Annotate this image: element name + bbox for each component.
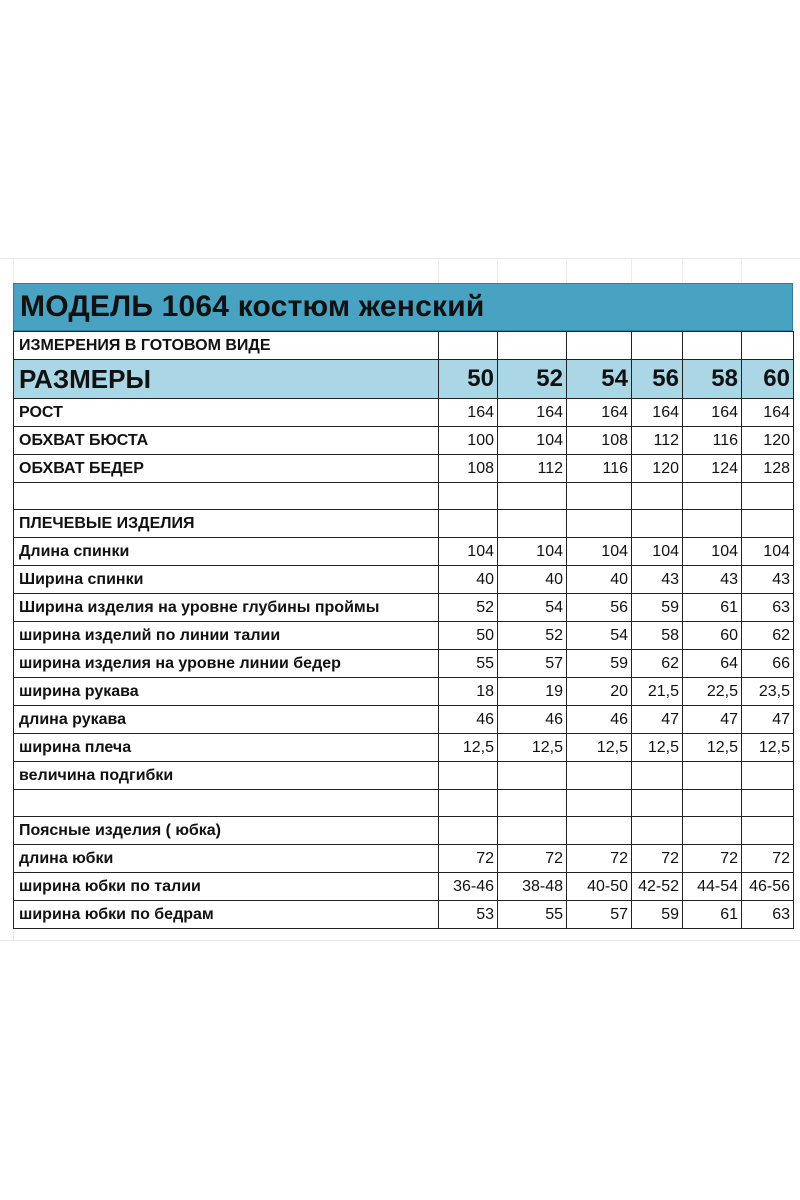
skirt-measurements: [14, 845, 794, 929]
measurement-cell: [683, 762, 742, 790]
measurement-cell: 36-46: [439, 873, 498, 901]
table-row: [14, 594, 794, 622]
measurement-cell: 112: [632, 427, 683, 455]
measurement-cell: 120: [632, 455, 683, 483]
measurement-cell: 64: [683, 650, 742, 678]
row-label: ОБХВАТ БЕДЕР: [14, 455, 439, 483]
size-header: 54: [567, 360, 632, 399]
measurement-cell: 23,5: [742, 678, 794, 706]
measurement-cell: 18: [439, 678, 498, 706]
measurement-cell: 116: [683, 427, 742, 455]
measurement-cell: 72: [683, 845, 742, 873]
row-label: Длина спинки: [14, 538, 439, 566]
measurement-cell: 72: [742, 845, 794, 873]
measurement-cell: 62: [632, 650, 683, 678]
measurement-cell: 58: [632, 622, 683, 650]
measurement-cell: 60: [683, 622, 742, 650]
measurement-cell: 128: [742, 455, 794, 483]
measurement-cell: 46: [439, 706, 498, 734]
measurement-cell: 59: [632, 594, 683, 622]
measurement-cell: 61: [683, 594, 742, 622]
measurement-cell: 62: [742, 622, 794, 650]
measurement-cell: [567, 762, 632, 790]
table-row: [14, 678, 794, 706]
measurement-cell: [439, 762, 498, 790]
row-label: ширина изделий по линии талии: [14, 622, 439, 650]
model-title: МОДЕЛЬ 1064 костюм женский: [13, 283, 793, 331]
measurement-cell: 56: [567, 594, 632, 622]
sizes-label: РАЗМЕРЫ: [14, 360, 439, 399]
measurement-cell: 104: [498, 427, 567, 455]
measurement-cell: 59: [567, 650, 632, 678]
measurement-cell: 124: [683, 455, 742, 483]
shoulder-section-title: ПЛЕЧЕВЫЕ ИЗДЕЛИЯ: [14, 510, 439, 538]
measurement-cell: 40: [567, 566, 632, 594]
size-chart-table: [13, 331, 794, 929]
measurement-cell: 104: [567, 538, 632, 566]
measurement-cell: 47: [683, 706, 742, 734]
measurement-cell: 55: [498, 901, 567, 929]
measurement-cell: 72: [567, 845, 632, 873]
measurement-cell: 40: [439, 566, 498, 594]
row-label: Ширина спинки: [14, 566, 439, 594]
body-measurements: [14, 399, 794, 483]
measurement-cell: 12,5: [567, 734, 632, 762]
waist-section-title: Поясные изделия ( юбка): [14, 817, 439, 845]
table-row: [14, 734, 794, 762]
measurements-subtitle: ИЗМЕРЕНИЯ В ГОТОВОМ ВИДЕ: [14, 332, 439, 360]
measurement-cell: 63: [742, 901, 794, 929]
measurement-cell: 54: [498, 594, 567, 622]
measurement-cell: 112: [498, 455, 567, 483]
blank-row: [14, 483, 794, 510]
blank-row: [14, 790, 794, 817]
table-row: [14, 845, 794, 873]
table-row: [14, 650, 794, 678]
measurement-cell: 54: [567, 622, 632, 650]
measurement-cell: 47: [632, 706, 683, 734]
table-row: [14, 706, 794, 734]
measurement-cell: 46: [498, 706, 567, 734]
measurement-cell: 12,5: [683, 734, 742, 762]
measurement-cell: 47: [742, 706, 794, 734]
row-label: ОБХВАТ БЮСТА: [14, 427, 439, 455]
size-header: 50: [439, 360, 498, 399]
sizes-header-row: [14, 360, 794, 399]
measurement-cell: 100: [439, 427, 498, 455]
measurement-cell: 104: [439, 538, 498, 566]
measurement-cell: 120: [742, 427, 794, 455]
row-label: ширина плеча: [14, 734, 439, 762]
row-label: ширина рукава: [14, 678, 439, 706]
section-header-row: [14, 510, 794, 538]
measurement-cell: 46: [567, 706, 632, 734]
measurement-cell: 53: [439, 901, 498, 929]
measurement-cell: 104: [498, 538, 567, 566]
measurement-cell: 164: [683, 399, 742, 427]
table-row: [14, 455, 794, 483]
subtitle-row: [14, 332, 794, 360]
measurement-cell: 66: [742, 650, 794, 678]
measurement-cell: 72: [439, 845, 498, 873]
size-header: 58: [683, 360, 742, 399]
measurement-cell: 57: [567, 901, 632, 929]
measurement-cell: 46-56: [742, 873, 794, 901]
size-header: 60: [742, 360, 794, 399]
table-row: [14, 399, 794, 427]
measurement-cell: 52: [439, 594, 498, 622]
measurement-cell: 116: [567, 455, 632, 483]
row-label: длина юбки: [14, 845, 439, 873]
measurement-cell: 104: [683, 538, 742, 566]
row-label: величина подгибки: [14, 762, 439, 790]
table-row: [14, 427, 794, 455]
measurement-cell: 164: [439, 399, 498, 427]
measurement-cell: 50: [439, 622, 498, 650]
measurement-cell: 38-48: [498, 873, 567, 901]
measurement-cell: 72: [632, 845, 683, 873]
measurement-cell: 52: [498, 622, 567, 650]
table-row: [14, 762, 794, 790]
measurement-cell: 44-54: [683, 873, 742, 901]
row-label: длина рукава: [14, 706, 439, 734]
measurement-cell: 19: [498, 678, 567, 706]
measurement-cell: 59: [632, 901, 683, 929]
measurement-cell: [498, 762, 567, 790]
measurement-cell: 40-50: [567, 873, 632, 901]
shoulder-garment-measurements: [14, 538, 794, 790]
measurement-cell: 22,5: [683, 678, 742, 706]
measurement-cell: 164: [567, 399, 632, 427]
row-label: РОСТ: [14, 399, 439, 427]
measurement-cell: 108: [567, 427, 632, 455]
measurement-cell: 55: [439, 650, 498, 678]
section-header-row: [14, 817, 794, 845]
measurement-cell: 43: [742, 566, 794, 594]
measurement-cell: 57: [498, 650, 567, 678]
measurement-cell: 108: [439, 455, 498, 483]
table-row: [14, 622, 794, 650]
measurement-cell: 12,5: [742, 734, 794, 762]
measurement-cell: 43: [683, 566, 742, 594]
row-label: ширина юбки по талии: [14, 873, 439, 901]
row-label: ширина юбки по бедрам: [14, 901, 439, 929]
size-chart-sheet: [13, 283, 793, 929]
table-row: [14, 538, 794, 566]
measurement-cell: [742, 762, 794, 790]
measurement-cell: 42-52: [632, 873, 683, 901]
measurement-cell: 61: [683, 901, 742, 929]
measurement-cell: 12,5: [439, 734, 498, 762]
measurement-cell: 104: [742, 538, 794, 566]
measurement-cell: 20: [567, 678, 632, 706]
size-header: 56: [632, 360, 683, 399]
measurement-cell: 164: [632, 399, 683, 427]
measurement-cell: [632, 762, 683, 790]
measurement-cell: 40: [498, 566, 567, 594]
measurement-cell: 164: [498, 399, 567, 427]
row-label: Ширина изделия на уровне глубины проймы: [14, 594, 439, 622]
table-row: [14, 566, 794, 594]
table-row: [14, 873, 794, 901]
row-label: ширина изделия на уровне линии бедер: [14, 650, 439, 678]
measurement-cell: 104: [632, 538, 683, 566]
measurement-cell: 12,5: [498, 734, 567, 762]
measurement-cell: 12,5: [632, 734, 683, 762]
measurement-cell: 43: [632, 566, 683, 594]
measurement-cell: 21,5: [632, 678, 683, 706]
size-header: 52: [498, 360, 567, 399]
table-row: [14, 901, 794, 929]
measurement-cell: 63: [742, 594, 794, 622]
measurement-cell: 72: [498, 845, 567, 873]
measurement-cell: 164: [742, 399, 794, 427]
